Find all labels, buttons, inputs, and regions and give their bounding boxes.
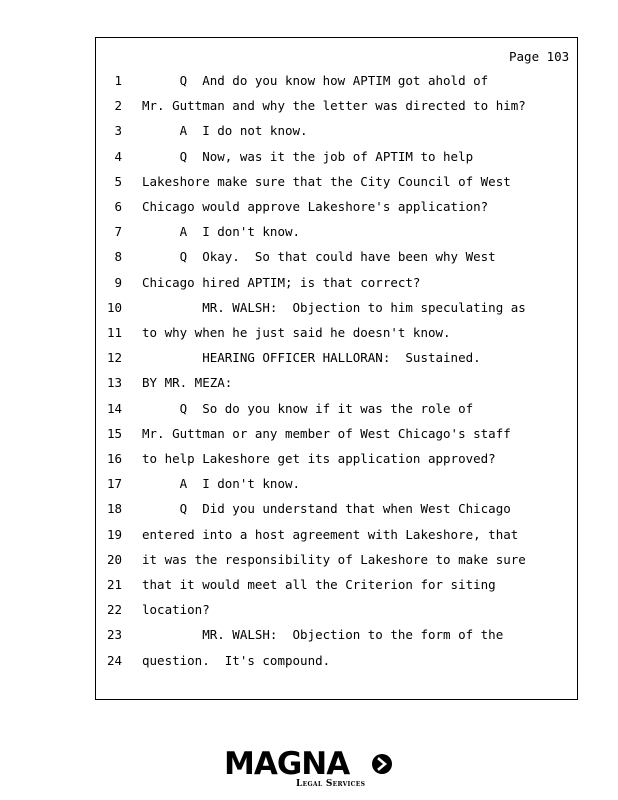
line-number: 12 — [106, 350, 122, 366]
line-text: location? — [142, 602, 210, 618]
transcript-line — [0, 527, 618, 547]
line-text: that it would meet all the Criterion for siting — [142, 577, 496, 592]
line-text: A I don't know. — [142, 476, 301, 492]
line-number: 10 — [106, 299, 122, 315]
line-text: Mr. Guttman and why the letter was directed to him? — [142, 98, 526, 114]
transcript-line — [0, 300, 618, 320]
transcript-line — [0, 653, 618, 673]
line-text: Q Okay. So that could have been why West — [142, 249, 496, 265]
transcript-line — [0, 426, 618, 446]
line-number: 19 — [106, 526, 122, 542]
line-number: 3 — [114, 123, 122, 139]
line-text: to help Lakeshore get its application approved? — [142, 451, 496, 466]
transcript-line — [0, 552, 618, 572]
line-number: 4 — [114, 148, 122, 164]
line-number: 5 — [114, 173, 122, 189]
line-number: 20 — [106, 551, 122, 567]
line-text: MR. WALSH: Objection to the form of the — [142, 627, 504, 643]
line-number: 2 — [114, 98, 122, 114]
line-text: MR. WALSH: Objection to him speculating as — [142, 299, 526, 315]
line-number: 18 — [106, 501, 122, 517]
line-text: Q Did you understand that when West Chicago — [142, 501, 511, 517]
line-text: BY MR. MEZA: — [142, 375, 233, 391]
line-text: Q And do you know how APTIM got ahold of — [142, 73, 489, 88]
transcript-line — [0, 375, 618, 395]
line-text: entered into a host agreement with Lakeshore, that — [142, 526, 519, 542]
line-number: 9 — [114, 274, 122, 290]
line-number: 7 — [114, 224, 122, 240]
line-number: 16 — [106, 451, 122, 466]
line-text: Q So do you know if it was the role of — [142, 400, 474, 416]
line-text: Q Now, was it the job of APTIM to help — [142, 148, 474, 164]
line-number: 13 — [106, 375, 122, 391]
line-number: 22 — [106, 602, 122, 618]
page-number: Page 103 — [509, 49, 570, 64]
transcript-line — [0, 602, 618, 622]
transcript-line — [0, 275, 618, 295]
line-number: 21 — [106, 577, 122, 592]
line-number: 11 — [106, 325, 122, 340]
line-number: 15 — [106, 425, 122, 441]
transcript-line — [0, 476, 618, 496]
logo-wordmark: MAGNA — [224, 746, 350, 782]
line-text: Chicago hired APTIM; is that correct? — [142, 274, 421, 290]
transcript-line — [0, 451, 618, 471]
line-number: 17 — [106, 476, 122, 492]
transcript-line — [0, 224, 618, 244]
transcript-line — [0, 325, 618, 345]
magna-logo — [224, 745, 396, 793]
line-text: Lakeshore make sure that the City Council of West — [142, 173, 511, 189]
transcript-line — [0, 501, 618, 521]
transcript-line — [0, 123, 618, 143]
line-number: 23 — [106, 627, 122, 643]
line-text: question. It's compound. — [142, 652, 331, 668]
line-text: to why when he just said he doesn't know. — [142, 325, 451, 340]
line-text: A I don't know. — [142, 224, 301, 240]
transcript-line — [0, 350, 618, 370]
line-text: it was the responsibility of Lakeshore to make sure — [142, 551, 526, 567]
transcript-line — [0, 149, 618, 169]
line-text: Mr. Guttman or any member of West Chicago's staff — [142, 425, 511, 441]
transcript-line — [0, 199, 618, 219]
line-number: 14 — [106, 400, 122, 416]
transcript-line — [0, 249, 618, 269]
line-number: 24 — [106, 652, 122, 668]
transcript-line — [0, 577, 618, 597]
logo-tagline: Legal Services — [296, 779, 366, 789]
chevron-right-circle-icon — [372, 754, 392, 774]
transcript-line — [0, 401, 618, 421]
line-text: A I do not know. — [142, 123, 308, 139]
line-number: 6 — [114, 199, 122, 214]
line-number: 8 — [114, 249, 122, 265]
transcript-line — [0, 174, 618, 194]
transcript-line — [0, 627, 618, 647]
line-text: HEARING OFFICER HALLORAN: Sustained. — [142, 350, 481, 366]
line-text: Chicago would approve Lakeshore's application? — [142, 199, 489, 214]
transcript-line — [0, 98, 618, 118]
line-number: 1 — [114, 73, 122, 88]
transcript-line — [0, 73, 618, 93]
